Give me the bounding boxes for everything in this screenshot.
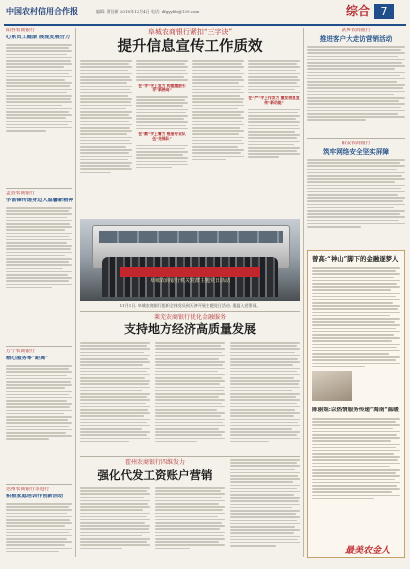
- masthead-rule: [4, 24, 406, 26]
- left-article-4-kicker: 达州农商银行等进行: [6, 487, 50, 492]
- left-article-2-headline: 学雷锋传递身边人温馨新精神: [6, 198, 74, 203]
- center-rule-1: [80, 311, 300, 312]
- center-article-1: [80, 314, 300, 454]
- center-article-1-kicker: 莱芜农商银行优化金融服务: [153, 314, 226, 321]
- column-divider-right: [303, 28, 304, 557]
- left-article-4-headline: 积极家庭培训作创新活动: [6, 494, 64, 499]
- center-article-1-headline: 支持地方经济高质量发展: [123, 322, 256, 336]
- left-article-4-body: [6, 503, 72, 554]
- center-article-2-body-b: [155, 487, 225, 551]
- right-article-1-kicker: 武乡农商银行: [341, 28, 371, 33]
- section-label: 综合: [346, 4, 371, 18]
- left-article-3-kicker: 万宁农商银行: [6, 349, 35, 354]
- left-article-3-headline: 精心服务零“距离”: [6, 356, 49, 361]
- issue-info: 编辑: 贾佳新 2018年12月4日 电话: dfgyyhb@139.com: [96, 9, 200, 14]
- right-article-3-body: [312, 267, 400, 369]
- left-column: [6, 28, 72, 558]
- masthead: [6, 4, 404, 24]
- left-article-3-body: [6, 365, 72, 442]
- left-article-2-kicker: 孟县农商银行: [6, 191, 35, 196]
- left-article-1-kicker: 阳谷农商银行: [6, 28, 35, 33]
- right-article-2-kicker: 阳安农商银行: [341, 141, 371, 146]
- center-article-2-kicker: 霍州农商银行四维发力: [124, 459, 185, 466]
- right-article-1-headline: 推进客户大走访营销活动: [319, 35, 393, 43]
- left-article-1-body: [6, 44, 72, 133]
- main-subhead-3: 在“严”字上作发力 激发信息宣传“新动能”: [248, 96, 300, 106]
- column-logo: [345, 538, 405, 556]
- center-article-2: [80, 459, 300, 559]
- main-article: [80, 28, 300, 218]
- photo-caption: 11月1日, 阜城农商银行组织全体党员到天津开展主题党日活动, 重温入党誓词。: [119, 303, 261, 308]
- main-kicker: 阜城农商银行紧扣“三字诀”: [147, 28, 233, 36]
- center-article-1-body-c: [230, 342, 300, 444]
- left-article-1-headline: 心系员工健康 展现发展合力: [6, 35, 71, 40]
- photo-banner: [120, 267, 260, 284]
- main-headline: 提升信息宣传工作质效: [117, 38, 263, 55]
- center-article-2-body-a: [80, 487, 150, 551]
- right-article-4-body: [312, 418, 400, 501]
- main-body-col-4: [248, 60, 300, 160]
- right-article-3-headline: 曾高:“神山”脚下的金融逐梦人: [312, 255, 399, 263]
- main-body-col-2: [136, 60, 188, 170]
- left-article-2-body: [6, 207, 72, 290]
- right-article-4-headline: 陈丽姐:以热情服务传递“海南”温暖: [312, 407, 399, 413]
- center-article-1-body-a: [80, 342, 150, 444]
- photo-banner-text: 阜城农商银行机关党群主题党日活动: [149, 278, 230, 284]
- center-article-2-headline: 强化代发工资账户营销: [97, 468, 213, 482]
- right-column: [307, 28, 405, 558]
- main-body-col-1: [80, 60, 132, 175]
- right-article-2-body: [307, 159, 405, 229]
- paper-name: 中国农村信用合作报: [6, 6, 78, 16]
- right-article-1-body: [307, 46, 405, 123]
- center-article-1-body-b: [155, 342, 225, 444]
- news-photo: [80, 219, 300, 301]
- column-divider-left: [75, 28, 76, 557]
- center-rule-2: [80, 456, 300, 457]
- right-article-2-headline: 筑牢网络安全坚实屏障: [323, 148, 389, 156]
- main-body-col-3: [192, 60, 244, 162]
- feature-box: [307, 250, 405, 558]
- logo-text: 最美农金人: [345, 546, 391, 556]
- page-number: 7: [374, 4, 394, 19]
- right-article-4-photo: [312, 371, 352, 401]
- main-subhead-2: 在“勤”字上着力 锻造专业队伍“先锋队”: [138, 132, 186, 141]
- main-subhead-1: 在“学”字上发力 构建激励引导“新格局”: [138, 83, 186, 93]
- center-article-2-body-c: [230, 459, 300, 548]
